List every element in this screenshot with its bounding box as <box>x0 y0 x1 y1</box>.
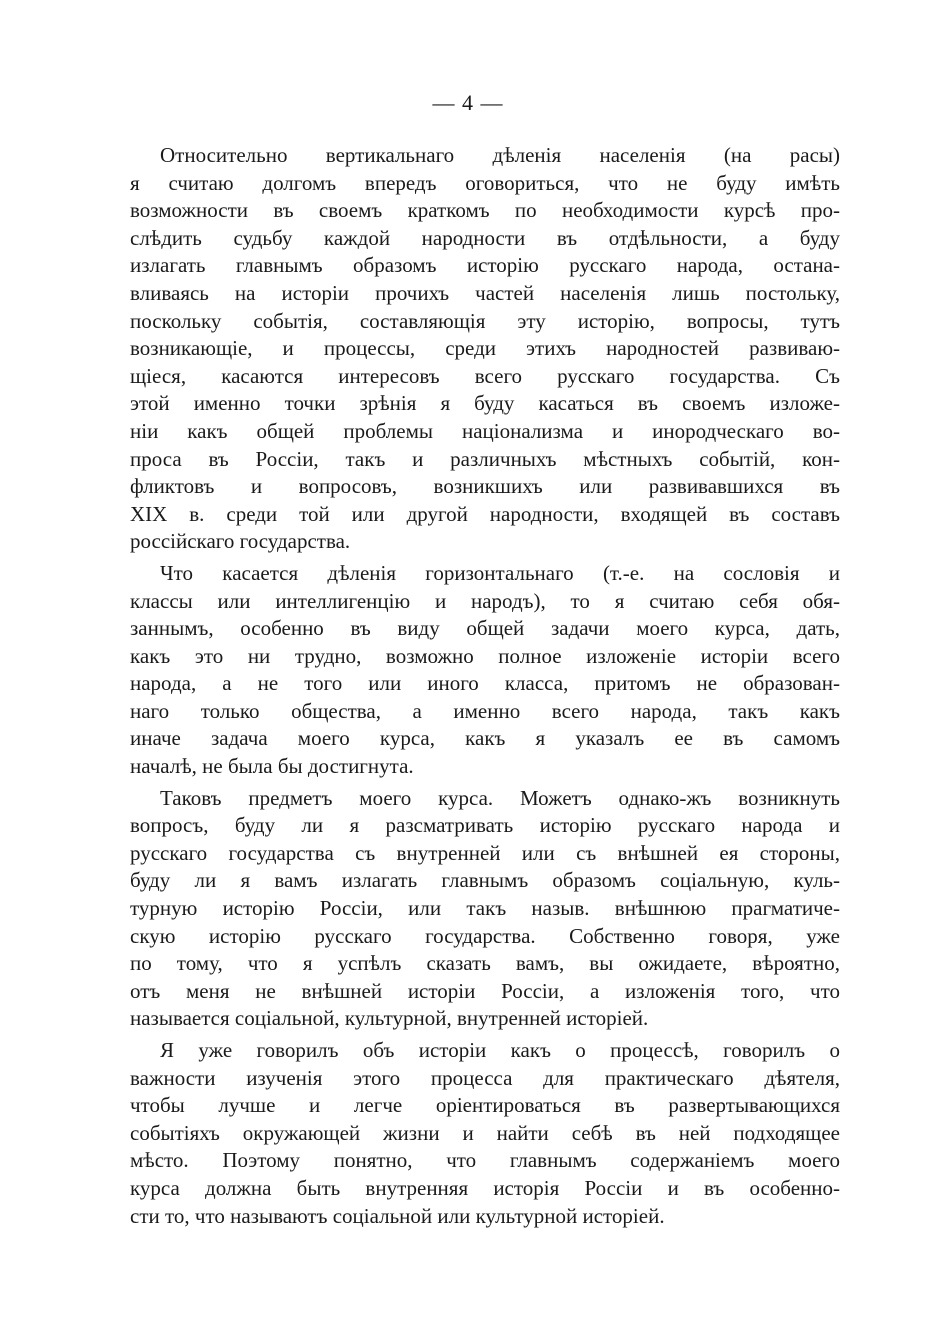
text-line: слѣдить судьбу каждой народности въ отдѣльности, а буду <box>130 225 840 250</box>
text-line: вопросъ, буду ли я разсматривать исторію русскаго народа и <box>130 813 840 838</box>
text-line: турную исторію Россіи, или такъ назыв. внѣшнюю прагматиче- <box>130 896 840 921</box>
page-number: — 4 — <box>432 90 504 115</box>
text-line: поскольку событія, составляющія эту исторію, вопросы, тутъ <box>130 308 840 333</box>
text-line: началѣ, не была бы достигнута. <box>130 754 414 779</box>
text-line: ніи какъ общей проблемы націонализма и инородческаго во- <box>130 418 840 443</box>
text-line: наго только общества, а именно всего народа, такъ какъ <box>130 698 840 723</box>
paragraph-4 <box>130 1037 840 1230</box>
text-line: какъ это ни трудно, возможно полное изложеніе исторіи всего <box>130 643 840 668</box>
text-line: сти то, что называютъ соціальной или культурной исторіей. <box>130 1203 665 1228</box>
text-line: по тому, что я успѣлъ сказать вамъ, вы ожидаете, вѣроятно, <box>130 951 840 976</box>
text-line: русскаго государства съ внутренней или съ внѣшней ея стороны, <box>130 840 840 865</box>
text-line: Я уже говорилъ объ исторіи какъ о процессѣ, говорилъ о <box>160 1038 840 1062</box>
text-line: событіяхъ окружающей жизни и найти себѣ въ ней подходящее <box>130 1120 840 1145</box>
text-line: отъ меня не внѣшней исторіи Россіи, а изложенія того, что <box>130 978 840 1003</box>
text-line: называется соціальной, культурной, внутренней исторіей. <box>130 1006 649 1031</box>
text-line: Относительно вертикальнаго дѣленія населенія (на расы) <box>160 143 840 167</box>
paragraph-2 <box>130 560 840 781</box>
text-line: вливаясь на исторіи прочихъ частей населенія лишь постольку, <box>130 280 840 305</box>
text-line: скую исторію русскаго государства. Собственно говоря, уже <box>130 923 840 948</box>
text-line: иначе задача моего курса, какъ я указалъ ее въ самомъ <box>130 726 840 751</box>
paragraph-1 <box>130 142 840 556</box>
text-line: Таковъ предметъ моего курса. Можетъ однако-жъ возникнуть <box>160 785 840 810</box>
text-line: фликтовъ и вопросовъ, возникшихъ или развивавшихся въ <box>130 474 840 499</box>
text-line: курса должна быть внутренняя исторія Россіи и въ особенно- <box>130 1175 840 1200</box>
text-line: важности изученія этого процесса для практическаго дѣятеля, <box>130 1065 840 1090</box>
text-line: россійскаго государства. <box>130 529 351 554</box>
body-text <box>130 142 840 1230</box>
text-line: излагать главнымъ образомъ исторію русскаго народа, остана- <box>130 253 840 278</box>
text-line: я считаю долгомъ впередъ оговориться, что не буду имѣть <box>130 170 840 195</box>
text-line: Что касается дѣленія горизонтальнаго (т.-е. на сословія и <box>160 560 840 585</box>
text-line: проса въ Россіи, такъ и различныхъ мѣстныхъ событій, кон- <box>130 446 840 471</box>
text-line: щіеся, касаются интересовъ всего русскаго государства. Съ <box>130 363 840 388</box>
text-line: мѣсто. Поэтому понятно, что главнымъ содержаніемъ моего <box>130 1148 840 1173</box>
text-line: XIX в. среди той или другой народности, входящей въ составъ <box>130 501 840 526</box>
text-line: этой именно точки зрѣнія я буду касаться въ своемъ изложе- <box>130 391 840 416</box>
text-line: заннымъ, особенно въ виду общей задачи моего курса, дать, <box>130 616 840 641</box>
text-line: возникающіе, и процессы, среди этихъ народностей развиваю- <box>130 336 840 361</box>
text-line: буду ли я вамъ излагать главнымъ образомъ соціальную, куль- <box>130 868 840 893</box>
paragraph-3 <box>130 785 840 1033</box>
text-line: народа, а не того или иного класса, притомъ не образован- <box>130 671 840 696</box>
text-line: возможности въ своемъ краткомъ по необходимости курсѣ про- <box>130 198 840 223</box>
text-line: классы или интеллигенцію и народъ), то я считаю себя обя- <box>130 588 840 613</box>
text-line: чтобы лучше и легче оріентироваться въ развертывающихся <box>130 1093 840 1118</box>
